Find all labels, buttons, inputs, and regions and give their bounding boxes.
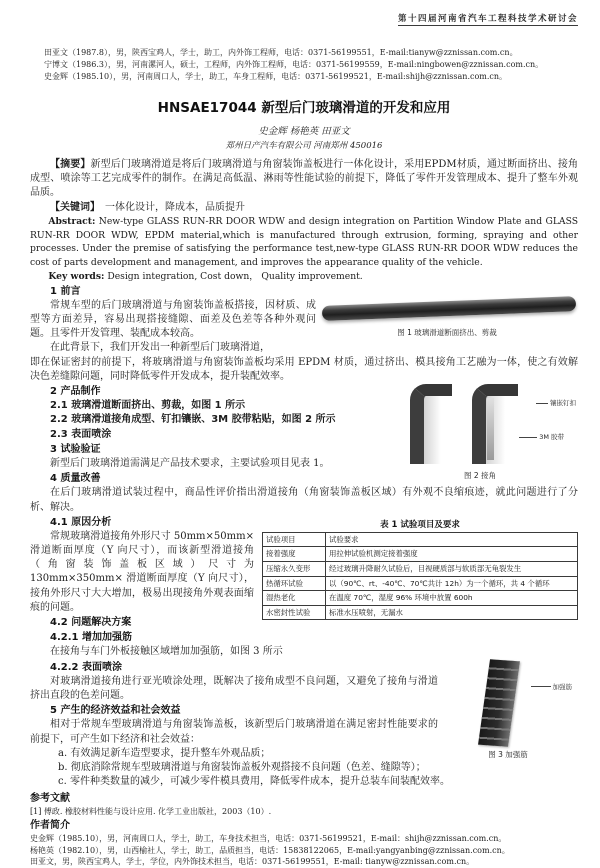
- section-3-paragraph: 新型后门玻璃滑道需满足产品技术要求，主要试验项目见表 1。: [50, 457, 330, 469]
- benefit-item-b: b. 彻底消除常规车型玻璃滑道与角窗装饰盖板外观搭接不良问题（色差、缝隙等）；: [58, 761, 426, 773]
- glass-run-corner-image: [410, 384, 452, 464]
- table-cell: 经过玻璃升降耐久试验后，目视硬质部与软质部无龟裂发生: [326, 561, 578, 576]
- authors-line: 史金辉 杨艳英 田亚文: [258, 126, 350, 137]
- section-4-2-1-heading: 4.2.1 增加加强筋: [50, 632, 132, 644]
- bios-heading: 作者简介: [30, 820, 70, 832]
- bio-line: 田亚文，男，陕西宝鸡人，学士，学位，内外饰技术担当，电话：0371-56199551，E-mail: tianyw@zznissan.com.cn。: [30, 857, 475, 867]
- figure-3: [438, 660, 578, 760]
- section-4-paragraph: 在后门玻璃滑道试装过程中，商品性评价指出滑道接角（角窗装饰盖板区域）有外观不良缩痕迹，就此问题进行了分析、解决。: [30, 487, 578, 513]
- section-1-paragraph: 在此背景下，我们开发出一种新型后门玻璃滑道，: [50, 342, 270, 354]
- figure-3-callout-rib: 加强筋: [531, 682, 573, 691]
- section-5-paragraph: 相对于常规车型玻璃滑道与角窗装饰盖板，该新型后门玻璃滑道在满足密封性能要求的前提下，可产生如下经济和社会效益：: [30, 719, 438, 745]
- table-cell: 压缩永久变形: [263, 561, 326, 576]
- section-2-item: 2.2 玻璃滑道接角成型、钉扣镶嵌、3M 胶带粘贴，如图 2 所示: [50, 414, 336, 426]
- section-4-2-2-heading: 4.2.2 表面喷涂: [50, 661, 122, 673]
- section-2-item: 2.3 表面喷涂: [50, 428, 112, 440]
- section-2-heading: 2 产品制作: [50, 386, 101, 398]
- abstract-cn-text: 新型后门玻璃滑道是将后门玻璃滑道与角窗装饰盖板进行一体化设计，采用EPDM材质，通过断面挤出、接角成型、喷涂等工艺完成零件的制作。在满足高低温、淋雨等性能试验的前提下，降低了零件开发管理成本、提升了整车外观品质。: [30, 159, 578, 199]
- benefit-item-a: a. 有效满足新车造型要求，提升整车外观品质；: [58, 747, 271, 759]
- table-cell: 水密封性试验: [263, 605, 326, 620]
- abstract-en-text: New-type GLASS RUN-RR DOOR WDW and design integration on Partition Window Plate and GLASS RUN-RR DOOR WDW, EPDM material,which is manufactured through extrusion, forming, spraying and other processes. Under the premise of satisfying the performance test,new-type GLASS RUN-RR DOOR WDW reduces the cost of parts development and management, and improves the appearance quality of the vehicle.: [30, 215, 578, 269]
- benefit-item-c: c. 零件种类数量的减少，可减少零件模具费用，降低零件成本，提升总装车间装配效率。: [58, 776, 450, 788]
- keywords-cn: [30, 201, 578, 215]
- keywords-cn-text: 一体化设计，降成本，品质提升: [105, 201, 245, 213]
- table-cell: 热循环试验: [263, 576, 326, 591]
- abstract-cn: [30, 158, 578, 201]
- table-cell: 以（90℃、rt、-40℃、70℃共计 12h）为一个循环，共 4 个循环: [326, 576, 578, 591]
- glass-run-corner-taped-image: [472, 384, 518, 464]
- table-header-cell: 试验项目: [263, 532, 326, 547]
- leader-line: [536, 403, 548, 404]
- references-heading: 参考文献: [30, 793, 70, 805]
- table-row: [263, 605, 578, 620]
- figure-2-callout-clip: 镶嵌钉扣: [536, 398, 576, 407]
- table-row: [263, 561, 578, 576]
- table-cell: 在温度 70℃，湿度 96% 环境中放置 600h: [326, 591, 578, 606]
- section-1-paragraph: 常规车型的后门玻璃滑道与角窗装饰盖板搭接，因材质、成型等方面差异，容易出现搭接缝隙、面差及色差等各种外观问题。且零件开发管理、装配成本较高。: [30, 299, 316, 340]
- keywords-cn-label: 【关键词】: [50, 201, 95, 213]
- table-cell: 接着强度: [263, 547, 326, 562]
- figure-1: [316, 284, 578, 338]
- credit-line: 史金辉（1985.10），男，河南周口人，学士，助工，车身工程师，电话：0371-56199521，E-mail:shijh@zznissan.com.cn。: [44, 72, 508, 81]
- table-1-title: 表 1 试验项目及要求: [380, 519, 460, 530]
- section-5-heading: 5 产生的经济效益和社会效益: [50, 705, 181, 717]
- figure-2-callout-tape: 3M 胶带: [519, 432, 564, 441]
- credit-line: 田亚文（1987.8），男，陕西宝鸡人，学士，助工，内外饰工程师，电话：0371-56199551，E-mail:tianyw@zznissan.com.cn。: [44, 48, 518, 57]
- table-header-cell: 试验要求: [326, 532, 578, 547]
- table-cell: 用拉伸试验机测定接着强度: [326, 547, 578, 562]
- credit-line: 宁博文（1986.3），男，河南漯河人，硕士，工程师，内外饰工程师，电话：0371-56199559，E-mail:ningbowen@zznissan.com.cn。: [44, 60, 544, 69]
- bio-line: 史金辉（1985.10），男，河南周口人，学士，助工，车身技术担当，电话：0371-56199521，E-mail：shijh@zznissan.com.cn。: [30, 834, 507, 844]
- table-1: [262, 518, 578, 621]
- keywords-en: [30, 270, 578, 284]
- section-4-2-2-paragraph: 对玻璃滑道接角进行亚光喷涂处理，既解决了接角成型不良问题，又避免了接角与滑道挤出直段的色差问题。: [30, 675, 438, 701]
- author-credits: [44, 47, 578, 83]
- conference-header-text: 第十四届河南省汽车工程科技学术研讨会: [397, 14, 578, 24]
- figure-1-caption: 图 1 玻璃滑道断面挤出、剪裁: [397, 327, 497, 337]
- figure-2-caption: 图 2 接角: [463, 471, 497, 481]
- section-2-item: 2.1 玻璃滑道断面挤出、剪裁，如图 1 所示: [50, 400, 246, 412]
- glass-run-extrusion-image: [322, 296, 576, 321]
- reinforcement-rib-image: [478, 659, 520, 746]
- table-header-row: [263, 532, 578, 547]
- section-1-paragraph: 即在保证密封的前提下，将玻璃滑道与角窗装饰盖板均采用 EPDM 材质，通过挤出、模具接角工艺融为一体，使之有效解决色差缝隙问题，同时降低零件开发成本，提升装配效率。: [30, 356, 578, 382]
- tape-channel: [487, 398, 494, 460]
- corner-profile-images: [382, 384, 578, 468]
- table-row: [263, 547, 578, 562]
- abstract-en-label: Abstract:: [48, 215, 96, 227]
- table-cell: 湿热老化: [263, 591, 326, 606]
- section-3-heading: 3 试验验证: [50, 443, 101, 455]
- table-row: [263, 591, 578, 606]
- section-1-heading: 1 前言: [50, 285, 81, 297]
- paper-title: HNSAE17044 新型后门玻璃滑道的开发和应用: [157, 100, 451, 116]
- leader-line: [531, 686, 551, 687]
- bio-line: 杨艳英（1982.10），男，山西榆社人，学士，助工，品质担当，电话：15838122065，E-mail:yangyanbing@zznissan.com.cn。: [30, 845, 510, 855]
- table-cell: 标准水压喷射，无漏水: [326, 605, 578, 620]
- conference-header: [30, 12, 578, 24]
- section-4-1-paragraph: 常规玻璃滑道接角外形尺寸 50mm×50mm× 滑道断面厚度（Y 向尺寸），而该新型滑道接角（角窗装饰盖板区域）尺寸为 130mm×350mm× 滑道断面厚度（Y 向尺寸），接角外形尺寸大大增加，极易出现接角外观表面缩痕的问题。: [30, 530, 254, 613]
- section-4-heading: 4 质量改善: [50, 473, 101, 485]
- section-4-2-1-paragraph: 在接角与车门外板接触区域增加加强筋，如图 3 所示: [50, 646, 283, 658]
- keywords-en-label: Key words:: [48, 270, 105, 282]
- leader-line: [519, 437, 537, 438]
- figure-2: [382, 384, 578, 481]
- abstract-en: [30, 215, 578, 270]
- affiliation-line: 郑州日产汽车有限公司 河南郑州 450016: [225, 141, 383, 151]
- section-4-1-heading: 4.1 原因分析: [50, 516, 112, 528]
- test-items-table: [262, 532, 578, 621]
- table-row: [263, 576, 578, 591]
- keywords-en-text: Design integration, Cost down， Quality improvement.: [107, 270, 363, 282]
- section-4-2-heading: 4.2 问题解决方案: [50, 617, 132, 629]
- abstract-cn-label: 【摘要】: [50, 159, 91, 170]
- reference-entry: [1] 傅政. 橡胶材料性能与设计应用. 化学工业出版社，2003（10）.: [30, 807, 272, 817]
- figure-3-caption: 图 3 加强筋: [488, 749, 528, 759]
